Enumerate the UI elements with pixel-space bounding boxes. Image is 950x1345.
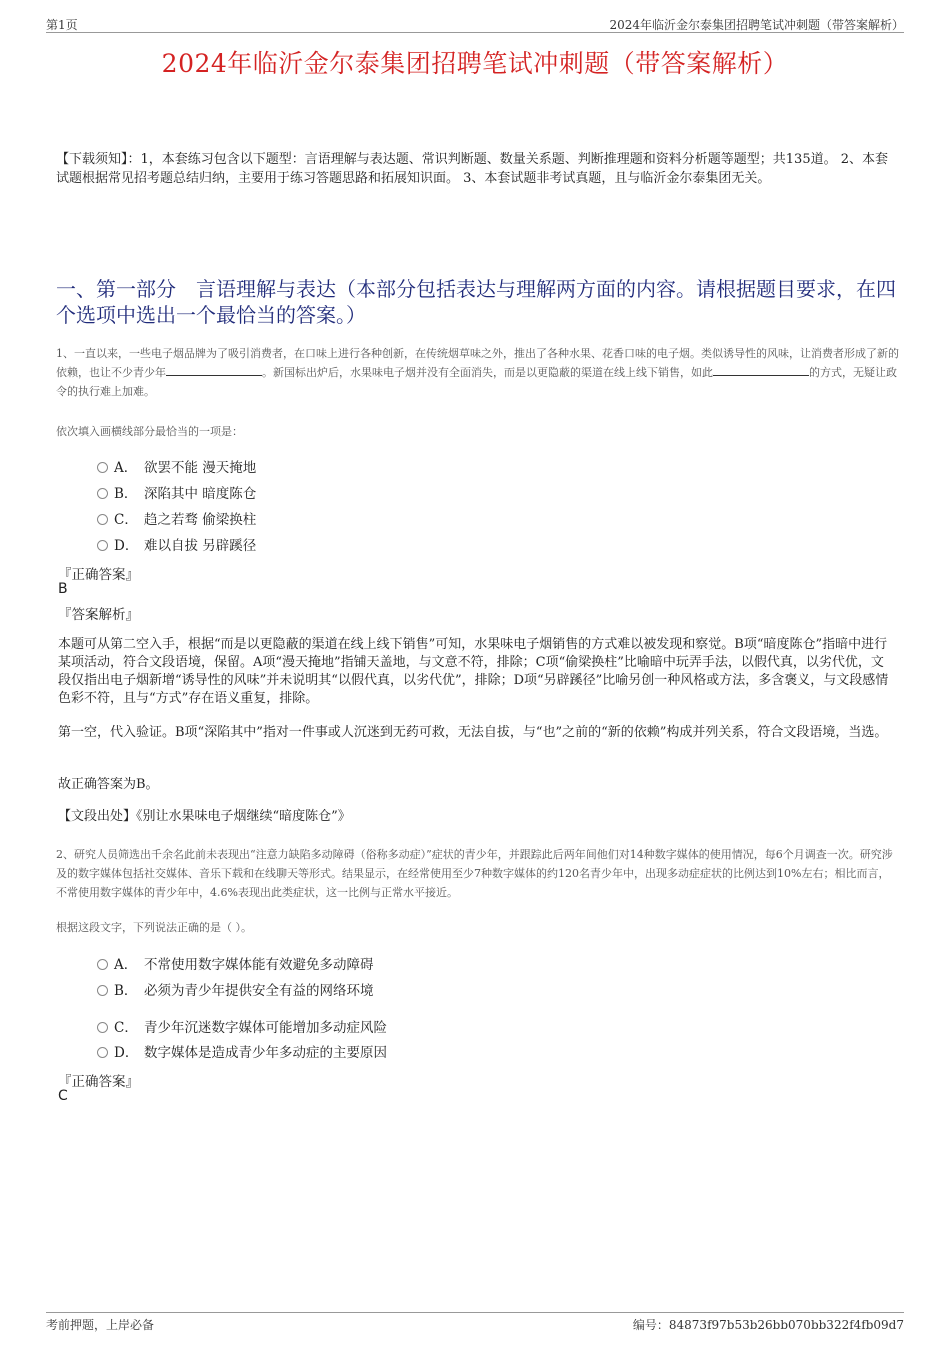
- q1-option-d[interactable]: D． 难以自拔 另辟蹊径: [97, 534, 256, 554]
- q2-option-c[interactable]: C． 青少年沉迷数字媒体可能增加多动症风险: [97, 1016, 387, 1036]
- question-2-text: 2、研究人员筛选出千余名此前未表现出“注意力缺陷多动障碍（俗称多动症）”症状的青少年，并跟踪此后两年间他们对14种数字媒体的使用情况，每6个月调查一次。研究涉及的数字媒体包括社交媒体、音乐下载和在线聊天等形式。结果显示，在经常使用至少7种数字媒体的约120名青少年中，出现多动症症状的比例达到10%左右；相比而言，不常使用数字媒体的青少年中，4.6%表现出此类症状，这一比例与正常水平接近。: [56, 848, 893, 899]
- radio-icon[interactable]: [97, 959, 108, 970]
- q2-option-d[interactable]: D． 数字媒体是造成青少年多动症的主要原因: [97, 1041, 387, 1061]
- q2-answer-label: 『正确答案』: [58, 1074, 139, 1090]
- blank-2: [713, 363, 809, 376]
- radio-icon[interactable]: [97, 1047, 108, 1058]
- question-2-prompt: 根据这段文字，下列说法正确的是（ ）。: [56, 921, 252, 934]
- q1-option-c[interactable]: C． 趋之若骛 偷梁换柱: [97, 508, 256, 528]
- q2-option-b[interactable]: B． 必须为青少年提供安全有益的网络环境: [97, 979, 374, 999]
- radio-icon[interactable]: [97, 514, 108, 525]
- radio-icon[interactable]: [97, 462, 108, 473]
- q1-option-b[interactable]: B． 深陷其中 暗度陈仓: [97, 482, 256, 502]
- header-doc-title: 2024年临沂金尔泰集团招聘笔试冲刺题（带答案解析）: [609, 18, 904, 32]
- q2-answer: C: [58, 1088, 68, 1104]
- q1-analysis-label: 『答案解析』: [58, 607, 139, 623]
- radio-icon[interactable]: [97, 985, 108, 996]
- question-1-prompt: 依次填入画横线部分最恰当的一项是：: [56, 425, 243, 438]
- q1-analysis-p1: 本题可从第二空入手，根据“而是以更隐蔽的渠道在线上线下销售”可知，水果味电子烟销售的方式难以被发现和察觉。B项“暗度陈仓”指暗中进行某项活动，符合文段语境，保留。A项“漫天掩地”指铺天盖地，与文意不符，排除；C项“偷梁换柱”比喻暗中玩弄手法，以假代真，以劣代优，文段仅指出电子烟新增“诱导性的风味”并未说明其“以假代真，以劣代优”，排除；D项“另辟蹊径”比喻另创一种风格或方法，多含褒义，与文段感情色彩不符，且与“方式”存在语义重复，排除。: [58, 637, 889, 706]
- q2-option-a[interactable]: A． 不常使用数字媒体能有效避免多动障碍: [97, 953, 374, 973]
- blank-1: [166, 363, 262, 376]
- section-title: 一、第一部分 言语理解与表达（本部分包括表达与理解两方面的内容。请根据题目要求，在四个选项中选出一个最恰当的答案。）: [56, 277, 896, 327]
- radio-icon[interactable]: [97, 1022, 108, 1033]
- page-number: 第1页: [46, 18, 78, 32]
- footer-doc-id: 编号：84873f97b53b26bb070bb322f4fb09d7: [632, 1318, 904, 1332]
- q1-analysis-p2: 第一空，代入验证。B项“深陷其中”指对一件事或人沉迷到无药可救，无法自拔，与“也”之前的“新的依赖”构成并列关系，符合文段语境，当选。: [58, 725, 888, 740]
- footer-slogan: 考前押题，上岸必备: [46, 1318, 155, 1332]
- question-1-text: 1、一直以来，一些电子烟品牌为了吸引消费者，在口味上进行各种创新，在传统烟草味之外，推出了各种水果、花香口味的电子烟。类似诱导性的风味，让消费者形成了新的依赖，也让不少青少年 。新国标出炉后，水果味电子烟并没有全面消失，而是以更隐蔽的渠道在线上线下销售，如此 的方式，无疑让政令的执行难上加难。: [56, 347, 899, 398]
- page-footer: [46, 1312, 904, 1332]
- download-notice: 【下载须知】：1，本套练习包含以下题型：言语理解与表达题、常识判断题、数量关系题、判断推理题和资料分析题等题型；共135道。 2、本套试题根据常见招考题总结归纳，主要用于练习答题思路和拓展知识面。 3、本套试题非考试真题，且与临沂金尔泰集团无关。: [56, 152, 888, 186]
- q1-source: 【文段出处】《别让水果味电子烟继续“暗度陈仓”》: [58, 809, 351, 824]
- page-header: [46, 14, 904, 33]
- q1-answer-label: 『正确答案』: [58, 567, 139, 583]
- q1-analysis-p3: 故正确答案为B。: [58, 777, 159, 792]
- radio-icon[interactable]: [97, 488, 108, 499]
- page-title: 2024年临沂金尔泰集团招聘笔试冲刺题（带答案解析）: [161, 49, 789, 78]
- q1-answer: B: [58, 581, 68, 597]
- q1-option-a[interactable]: A． 欲罢不能 漫天掩地: [97, 456, 256, 476]
- radio-icon[interactable]: [97, 540, 108, 551]
